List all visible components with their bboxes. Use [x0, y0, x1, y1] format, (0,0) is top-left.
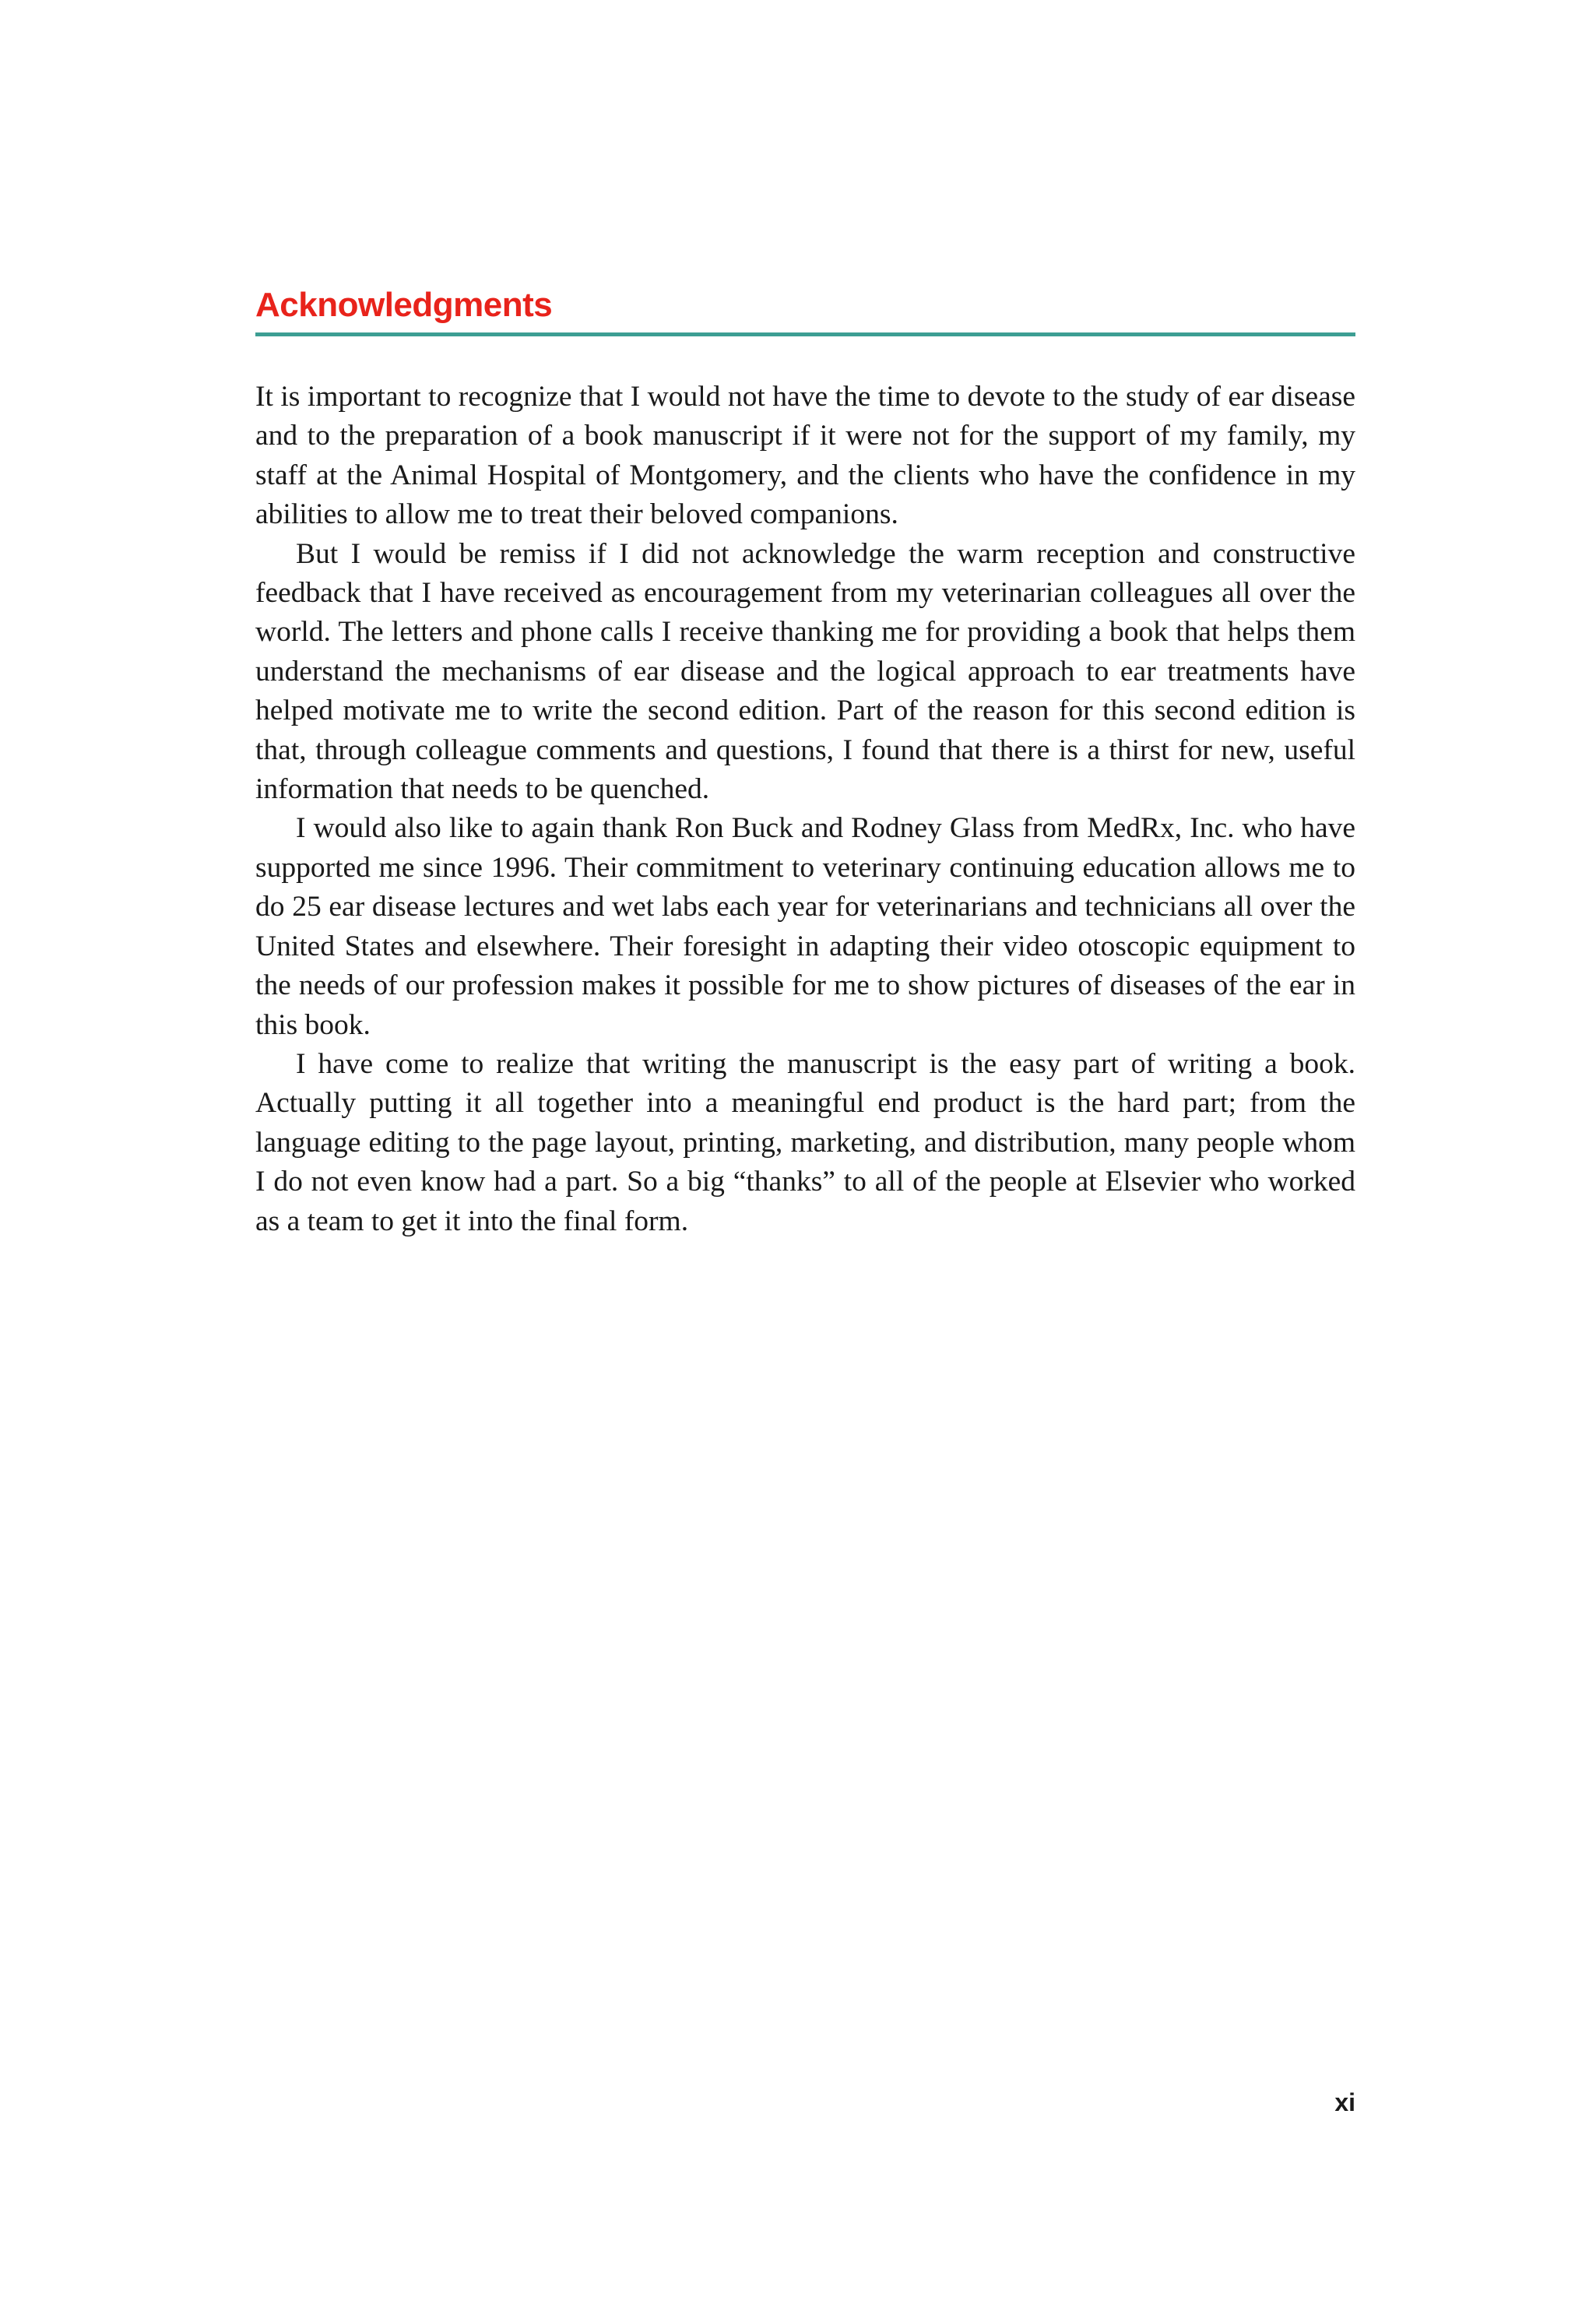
- paragraph-4: I have come to realize that writing the manuscript is the easy part of writing a book. Actually putting it all together into a meaningful end product is the hard part; from the language editing to the page layout, printing, marketing, and distribution, many people whom I do not even know had a part. So a big “thanks” to all of the people at Elsevier who worked as a team to get it into the final form.: [255, 1047, 1355, 1237]
- page-title: Acknowledgments: [255, 286, 553, 324]
- paragraph-3: I would also like to again thank Ron Buck and Rodney Glass from MedRx, Inc. who have supported me since 1996. Their commitment to veterinary continuing education allows me to do 25 ear disease lectures and wet labs each year for veterinarians and technicians all over the United States and elsewhere. Their foresight in adapting their video otoscopic equipment to the needs of our profession makes it possible for me to show pictures of diseases of the ear in this book.: [255, 812, 1355, 1041]
- paragraph-2: But I would be remiss if I did not acknowledge the warm reception and constructive feedback that I have received as encouragement from my veterinarian colleagues all over the world. The letters and phone calls I receive thanking me for providing a book that helps them understand the mechanisms of ear disease and the logical approach to ear treatments have helped motivate me to write the second edition. Part of the reason for this second edition is that, through colleague comments and questions, I found that there is a thirst for new, useful information that needs to be quenched.: [255, 537, 1355, 806]
- heading-rule: [255, 332, 1355, 336]
- paragraph-1: It is important to recognize that I would not have the time to devote to the study of ear disease and to the preparation of a book manuscript if it were not for the support of my family, my staff at the Animal Hospital of Montgomery, and the clients who have the confidence in my abilities to allow me to treat their beloved companions.: [255, 381, 1355, 531]
- page-number: xi: [1334, 2088, 1355, 2116]
- body-text: [255, 378, 1355, 1241]
